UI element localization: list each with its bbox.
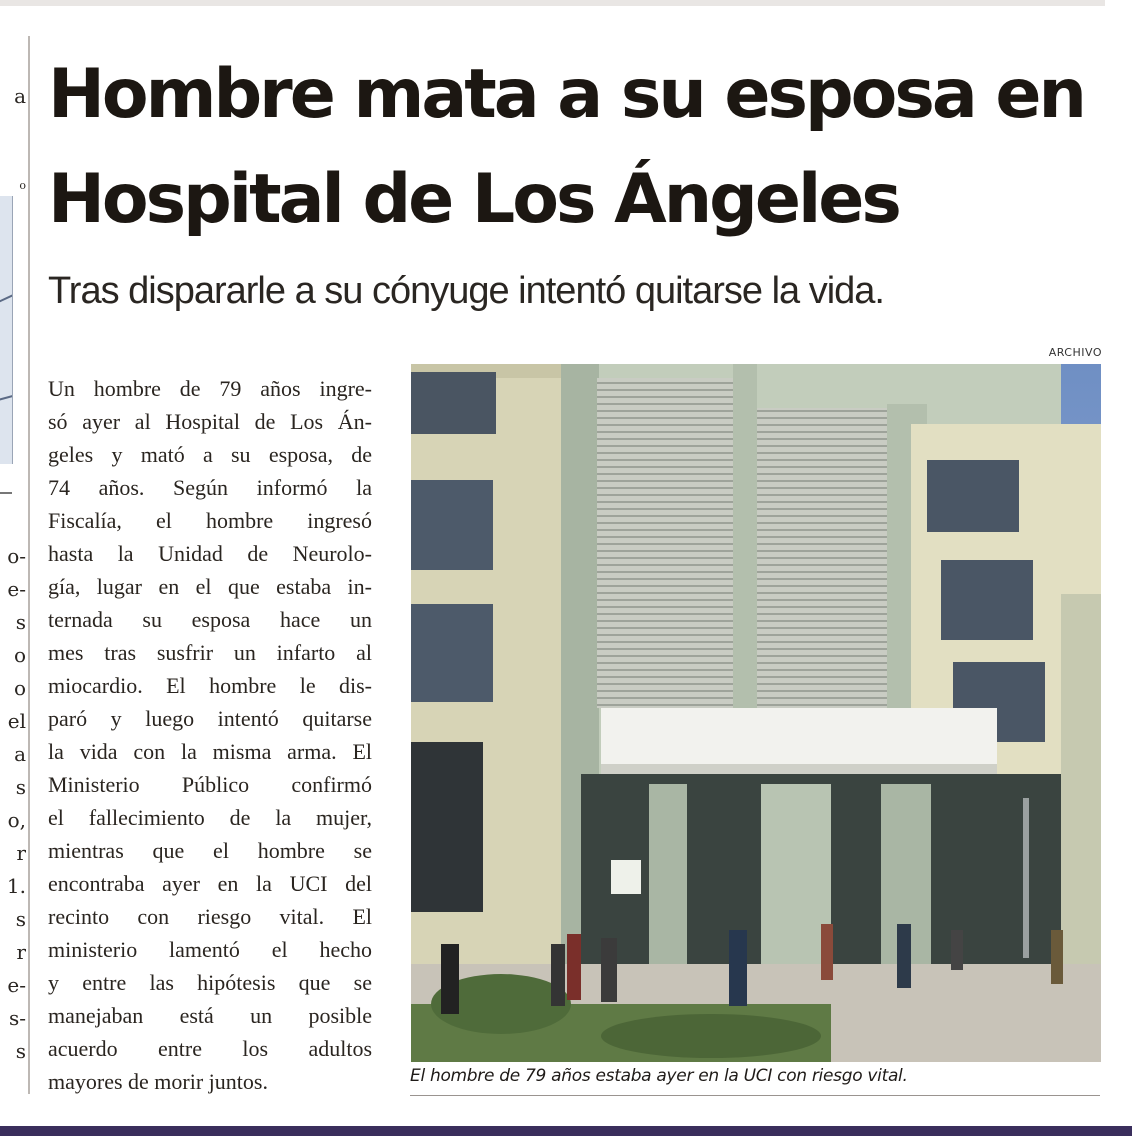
adjacent-column-text: o-	[7, 544, 26, 568]
adjacent-column-text: s	[15, 1039, 26, 1063]
headline	[48, 42, 1108, 252]
article-body-line: paró y luego intentó quitarse	[48, 706, 372, 731]
adjacent-column-text: o,	[7, 808, 26, 832]
caption-rule	[410, 1095, 1100, 1096]
hospital-photo	[411, 364, 1101, 1062]
adjacent-column-text: a	[14, 84, 26, 108]
article-body-line: ministerio lamentó el hecho	[48, 937, 372, 962]
adjacent-column-text: r	[16, 940, 26, 964]
article-body-line: manejaban está un posible	[48, 1003, 372, 1028]
adjacent-column-text: 1.	[6, 874, 26, 898]
article-body-line: acuerdo entre los adultos	[48, 1036, 372, 1061]
article-body-line: y entre las hipótesis que se	[48, 970, 372, 995]
adjacent-column-text: s	[15, 907, 26, 931]
adjacent-column-text: e-	[7, 577, 26, 601]
headline-line-1: Hombre mata a su esposa en	[48, 55, 1084, 134]
article-body-line: encontraba ayer en la UCI del	[48, 871, 372, 896]
article-body-line: Fiscalía, el hombre ingresó	[48, 508, 372, 533]
photo-credit: ARCHIVO	[1048, 346, 1102, 359]
article-body-line: mes tras susfrir un infarto al	[48, 640, 372, 665]
article-body-line: gía, lugar en el que estaba in-	[48, 574, 372, 599]
adjacent-column-text: a	[14, 742, 26, 766]
adjacent-column-fragment	[0, 0, 26, 1100]
adjacent-divider	[0, 492, 12, 494]
top-rule	[0, 0, 1105, 6]
article-body-line: recinto con riesgo vital. El	[48, 904, 372, 929]
subheadline: Tras dispararle a su cónyuge intentó quitarse la vida.	[48, 270, 884, 312]
adjacent-column-text: s	[15, 610, 26, 634]
adjacent-column-text: o	[13, 676, 26, 700]
article-body	[48, 372, 372, 1098]
article-body-line: 74 años. Según informó la	[48, 475, 372, 500]
article-body-line: mientras que el hombre se	[48, 838, 372, 863]
headline-line-2: Hospital de Los Ángeles	[48, 160, 899, 239]
photo-caption: El hombre de 79 años estaba ayer en la UCI con riesgo vital.	[410, 1066, 908, 1086]
adjacent-column-text: o	[13, 643, 26, 667]
article-body-line: mayores de morir juntos.	[48, 1069, 268, 1094]
adjacent-column-text: el	[7, 709, 26, 733]
article-body-line: Un hombre de 79 años ingre-	[48, 376, 372, 401]
article-body-line: hasta la Unidad de Neurolo-	[48, 541, 372, 566]
article-body-line: ternada su esposa hace un	[48, 607, 372, 632]
article-body-line: geles y mató a su esposa, de	[48, 442, 372, 467]
hospital-building-illustration	[411, 364, 1101, 1062]
column-divider	[28, 36, 30, 1094]
adjacent-column-text: s	[15, 775, 26, 799]
adjacent-column-text: o	[19, 179, 26, 192]
article-body-line: miocardio. El hombre le dis-	[48, 673, 372, 698]
article-body-line: el fallecimiento de la mujer,	[48, 805, 372, 830]
adjacent-column-text: s-	[8, 1006, 26, 1030]
adjacent-graphic	[0, 196, 13, 464]
article-body-line: só ayer al Hospital de Los Án-	[48, 409, 372, 434]
article-body-line: la vida con la misma arma. El	[48, 739, 372, 764]
adjacent-column-text: r	[16, 841, 26, 865]
bottom-color-bar	[0, 1126, 1132, 1136]
article-body-line: Ministerio Público confirmó	[48, 772, 372, 797]
adjacent-column-text: e-	[7, 973, 26, 997]
